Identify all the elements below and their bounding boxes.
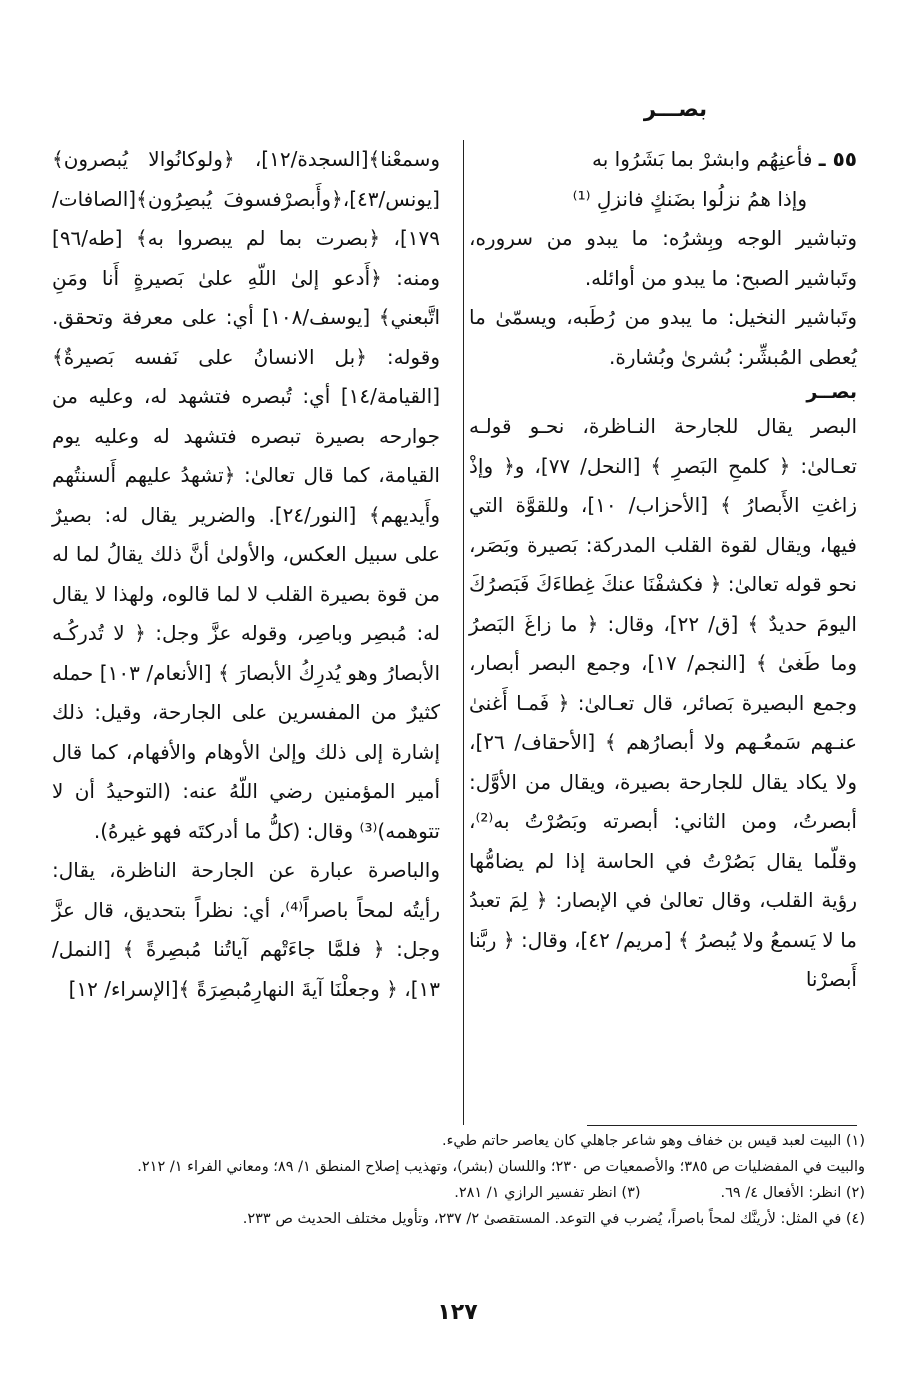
running-header: بصـــر [643, 97, 707, 121]
verse-line-1: فأعنِهُم وابشرْ بما بَشَرُوا به [591, 147, 813, 171]
left-column [52, 140, 440, 1009]
footnote-1: (١) البيت لعبد قيس بن خفاف وهو شاعر جاهلي كان يعاصر حاتم طيء. [441, 1133, 865, 1149]
paragraph: البصر يقال للجارحة النـاظرة، نحـو قولـه تعـالىٰ: ﴿ كلمحِ البَصرِ ﴾ [النحل/ ٧٧]، و﴿ وإذْ زاغتِ الأَبصارُ ﴾ [الأحزاب/ ١٠]، وللقوَّة التي فيها، ويقال لقوة القلب المدركة: بَصيرة وبَصَر، نحو قوله تعالىٰ: ﴿ فكشفْنَا عنكَ غِطاءَكَ فَبَصرُكَ اليومَ حديدٌ ﴾ [ق/ ٢٢]، وقال: ﴿ ما زاغَ البَصرُ وما طَغىٰ ﴾ [النجم/ ١٧]، وجمع البصر أبصار، وجمع البصيرة بَصائر، قال تعـالىٰ: ﴿ فَمـا أَغنىٰ عنـهم سَمعُـهم ولا أبصارُهم ﴾ [الأحقاف/ ٢٦]، ولا يكاد يقال للجارحة بصيرة، ويقال من الأوَّل: أبصرتُ، ومن الثاني: أبصرته وبَصُرْتُ به⁽²⁾، وقلّما يقال بَصُرْتُ في الحاسة إذا لم يضامُّها رؤية القلب، وقال تعالىٰ في الإبصار: ﴿ لِمَ تعبدُ ما لا يَسمعُ ولا يُبصرُ ﴾ [مريم/ ٤٢]، وقال: ﴿ ربَّنا أَبصرْنا [469, 414, 858, 991]
footnote-1-continued: والبيت في المفضليات ص ٣٨٥؛ والأصمعيات ص ٢٣٠؛ واللسان (بشر)، وتهذيب إصلاح المنطق ١/ ٨٩؛ ومعاني الفراء ١/ ٢١٢. [137, 1159, 865, 1175]
page-number: ١٢٧ [437, 1300, 478, 1325]
footnote-rule [587, 1125, 857, 1126]
footnote-2: (٢) انظر: الأفعال ٤/ ٦٩. [720, 1185, 865, 1201]
footnote-3: (٣) انظر تفسير الرازي ١/ ٢٨١. [454, 1185, 641, 1201]
footnotes [45, 1128, 865, 1232]
poem-verse [469, 140, 857, 219]
verse-line-2: وإذا همُ نزلُوا بضَنكٍ فانزلِ ⁽¹⁾ [572, 186, 807, 211]
footnote-row [45, 1180, 865, 1206]
paragraph: وسمعْنا﴾[السجدة/١٢]، ﴿ولوكانُوالا يُبصرون﴾ [يونس/٤٣]،﴿وأَبصرْفسوفَ يُبصِرُون﴾[الصافات/ ١٧٩]، ﴿بصرت بما لم يبصروا به﴾ [طه/٩٦] ومنه: ﴿أَدعو إلىٰ اللّهِ علىٰ بَصيرةٍ أَنا ومَنِ اتَّبعني﴾ [يوسف/١٠٨] أي: على معرفة وتحقق. وقوله: ﴿بل الانسانُ على نَفسه بَصيرةٌ﴾ [القيامة/١٤] أي: تُبصره فتشهد له، وعليه من جوارحه بصيرة تبصره فتشهد له وعليه يوم القيامة، كما قال تعالىٰ: ﴿تشهدُ عليهم أَلسنتُهم وأَيديهم﴾ [النور/٢٤]. والضرير يقال له: بصيرٌ على سبيل العكس، والأولىٰ أنَّ ذلك يقالُ لما له من قوة بصيرة القلب لا لما قالوه، ولهذا لا يقال له: مُبصِر وباصِر، وقوله عزَّ وجل: ﴿ لا تُدركُـه الأبصارُ وهو يُدرِكُ الأبصارَ ﴾ [الأنعام/ ١٠٣] حمله كثيرٌ من المفسرين على الجارحة، وقيل: ذلك إشارة إلى ذلك وإلىٰ الأوهام والأفهام، كما قال أمير المؤمنين رضي اللّهُ عنه: (التوحيدُ أن لا تتوهمه)⁽³⁾ وقال: (كلُّ ما أدركتَه فهو غيرهُ). [52, 147, 440, 843]
right-column [469, 140, 857, 1000]
entry-heading: بصــر [806, 381, 857, 403]
paragraph: وتَباشير النخيل: ما يبدو من رُطَبه، ويسمّىٰ ما يُعطى المُبشِّر: بُشرىٰ وبُشارة. [469, 305, 857, 369]
column-divider [463, 140, 464, 1125]
verse-number: ٥٥ ـ [818, 147, 857, 171]
footnote-4: (٤) في المثل: لأرينَّك لمحاً باصراً، يُضرب في التوعد. المستقصىٰ ٢/ ٢٣٧، وتأويل مختلف الحديث ص ٢٣٣. [242, 1211, 865, 1227]
paragraph: وتباشير الوجه وبِشرُه: ما يبدو من سروره، وتَباشير الصبح: ما يبدو من أوائله. [469, 226, 857, 290]
paragraph: والباصرة عبارة عن الجارحة الناظرة، يقال: رأيتُه لمحاً باصراً⁽⁴⁾، أي: نظراً بتحديق، قال عزَّ وجل: ﴿ فلمَّا جاءَتْهم آياتُنا مُبصِرةً ﴾ [النمل/ ١٣]، ﴿ وجعلْنَا آيةَ النهارِمُبصِرَةً ﴾[الإسراء/ ١٢] [52, 858, 440, 1001]
